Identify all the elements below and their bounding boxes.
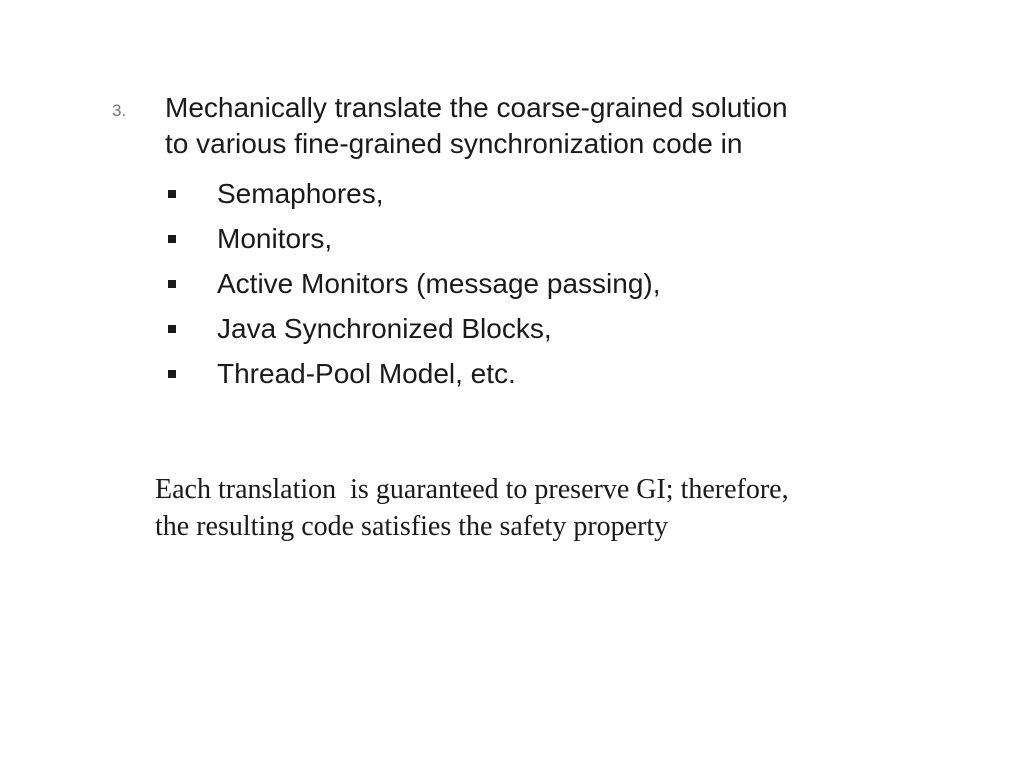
bullet-text-monitors: Monitors, <box>217 222 333 254</box>
bullet-text-java-synchronized-blocks: Java Synchronized Blocks, <box>217 312 552 344</box>
square-bullet-icon <box>168 370 176 378</box>
square-bullet-icon <box>168 325 176 333</box>
list-item <box>168 171 661 216</box>
note-line-2: the resulting code satisfies the safety property <box>155 511 669 542</box>
step-text <box>165 90 985 162</box>
translation-note <box>155 471 975 545</box>
step-line-2: to various fine-grained synchronization code in <box>165 128 743 159</box>
list-item <box>168 306 661 351</box>
square-bullet-icon <box>168 235 176 243</box>
list-item <box>168 351 661 396</box>
square-bullet-icon <box>168 190 176 198</box>
list-item <box>168 216 661 261</box>
bullet-text-thread-pool-model: Thread-Pool Model, etc. <box>217 357 516 389</box>
step-line-1: Mechanically translate the coarse-grained solution <box>165 92 788 123</box>
list-item <box>168 261 661 306</box>
step-number: 3. <box>112 101 127 120</box>
bullet-text-semaphores: Semaphores, <box>217 177 384 209</box>
note-line-1: Each translation is guaranteed to preserve GI; therefore, <box>155 474 789 505</box>
bullet-text-active-monitors: Active Monitors (message passing), <box>217 267 661 299</box>
square-bullet-icon <box>168 280 176 288</box>
bullet-list <box>168 171 661 396</box>
